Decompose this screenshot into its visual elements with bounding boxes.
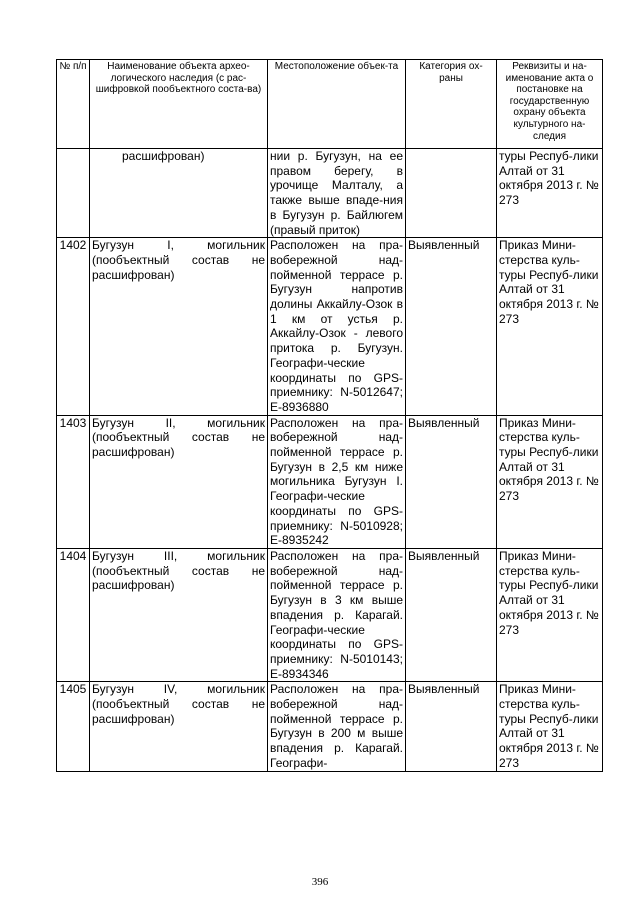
act-details: Приказ Мини-стерства куль-туры Респуб-лики Алтай от 31 октября 2013 г. № 273	[497, 682, 603, 771]
object-location: Расположен на пра-вобережной над-пойменной террасе р. Бугузун в 2,5 км ниже могильника Бугузун I. Географи-ческие координаты по GPS-приемнику: N-5010928; E-8935242	[268, 415, 406, 548]
object-location: Расположен на пра-вобережной над-пойменной террасе р. Бугузун в 200 м выше впадения р. Карагай. Географи-	[268, 682, 406, 771]
object-name: Бугузун II, могильник (пообъектный состав не расшифрован)	[90, 415, 268, 548]
header-num: № п/п	[57, 60, 90, 149]
header-protection-category: Категория ох-раны	[406, 60, 497, 149]
act-details: Приказ Мини-стерства куль-туры Респуб-лики Алтай от 31 октября 2013 г. № 273	[497, 415, 603, 548]
page-number: 396	[311, 876, 329, 888]
table-row	[57, 548, 603, 681]
protection-category	[406, 149, 497, 238]
object-name: Бугузун I, могильник (пообъектный состав не расшифрован)	[90, 238, 268, 415]
protection-category: Выявленный	[406, 682, 497, 771]
protection-category: Выявленный	[406, 415, 497, 548]
header-act-details: Реквизиты и на-именование акта о постановке на государственную охрану объекта культурного на-следия	[497, 60, 603, 149]
header-location: Местоположение объек-та	[268, 60, 406, 149]
row-number: 1404	[57, 548, 90, 681]
table-row	[57, 682, 603, 771]
act-details: туры Респуб-лики Алтай от 31 октября 2013 г. № 273	[497, 149, 603, 238]
row-number: 1405	[57, 682, 90, 771]
row-number: 1402	[57, 238, 90, 415]
object-name	[90, 149, 268, 238]
object-location: нии р. Бугузун, на ее правом берегу, в урочище Малталу, а также выше впаде-ния в Бугузун р. Байлюгем (правый приток)	[268, 149, 406, 238]
act-details: Приказ Мини-стерства куль-туры Респуб-лики Алтай от 31 октября 2013 г. № 273	[497, 548, 603, 681]
table-header-row	[57, 60, 603, 149]
object-location: Расположен на пра-вобережной над-пойменной террасе р. Бугузун напротив долины Аккайлу-Озок в 1 км от устья р. Аккайлу-Озок - левого притока р. Бугузун. Географи-ческие координаты по GPS-приемнику: N-5012647; E-8936880	[268, 238, 406, 415]
row-number: 1403	[57, 415, 90, 548]
table-row	[57, 415, 603, 548]
table-row	[57, 238, 603, 415]
object-name: Бугузун IV, могильник (пообъектный состав не расшифрован)	[90, 682, 268, 771]
header-object-name: Наименование объекта архео-логического наследия (с рас-шифровкой пообъектного соста-ва)	[90, 60, 268, 149]
row-number	[57, 149, 90, 238]
table-row	[57, 149, 603, 238]
heritage-register-table	[56, 59, 603, 772]
object-name: Бугузун III, могильник (пообъектный состав не расшифрован)	[90, 548, 268, 681]
protection-category: Выявленный	[406, 548, 497, 681]
object-name-text: расшифрован)	[122, 149, 205, 163]
act-details: Приказ Мини-стерства куль-туры Респуб-лики Алтай от 31 октября 2013 г. № 273	[497, 238, 603, 415]
protection-category: Выявленный	[406, 238, 497, 415]
object-location: Расположен на пра-вобережной над-пойменной террасе р. Бугузун в 3 км выше впадения р. Карагай. Географи-ческие координаты по GPS-приемнику: N-5010143; E-8934346	[268, 548, 406, 681]
